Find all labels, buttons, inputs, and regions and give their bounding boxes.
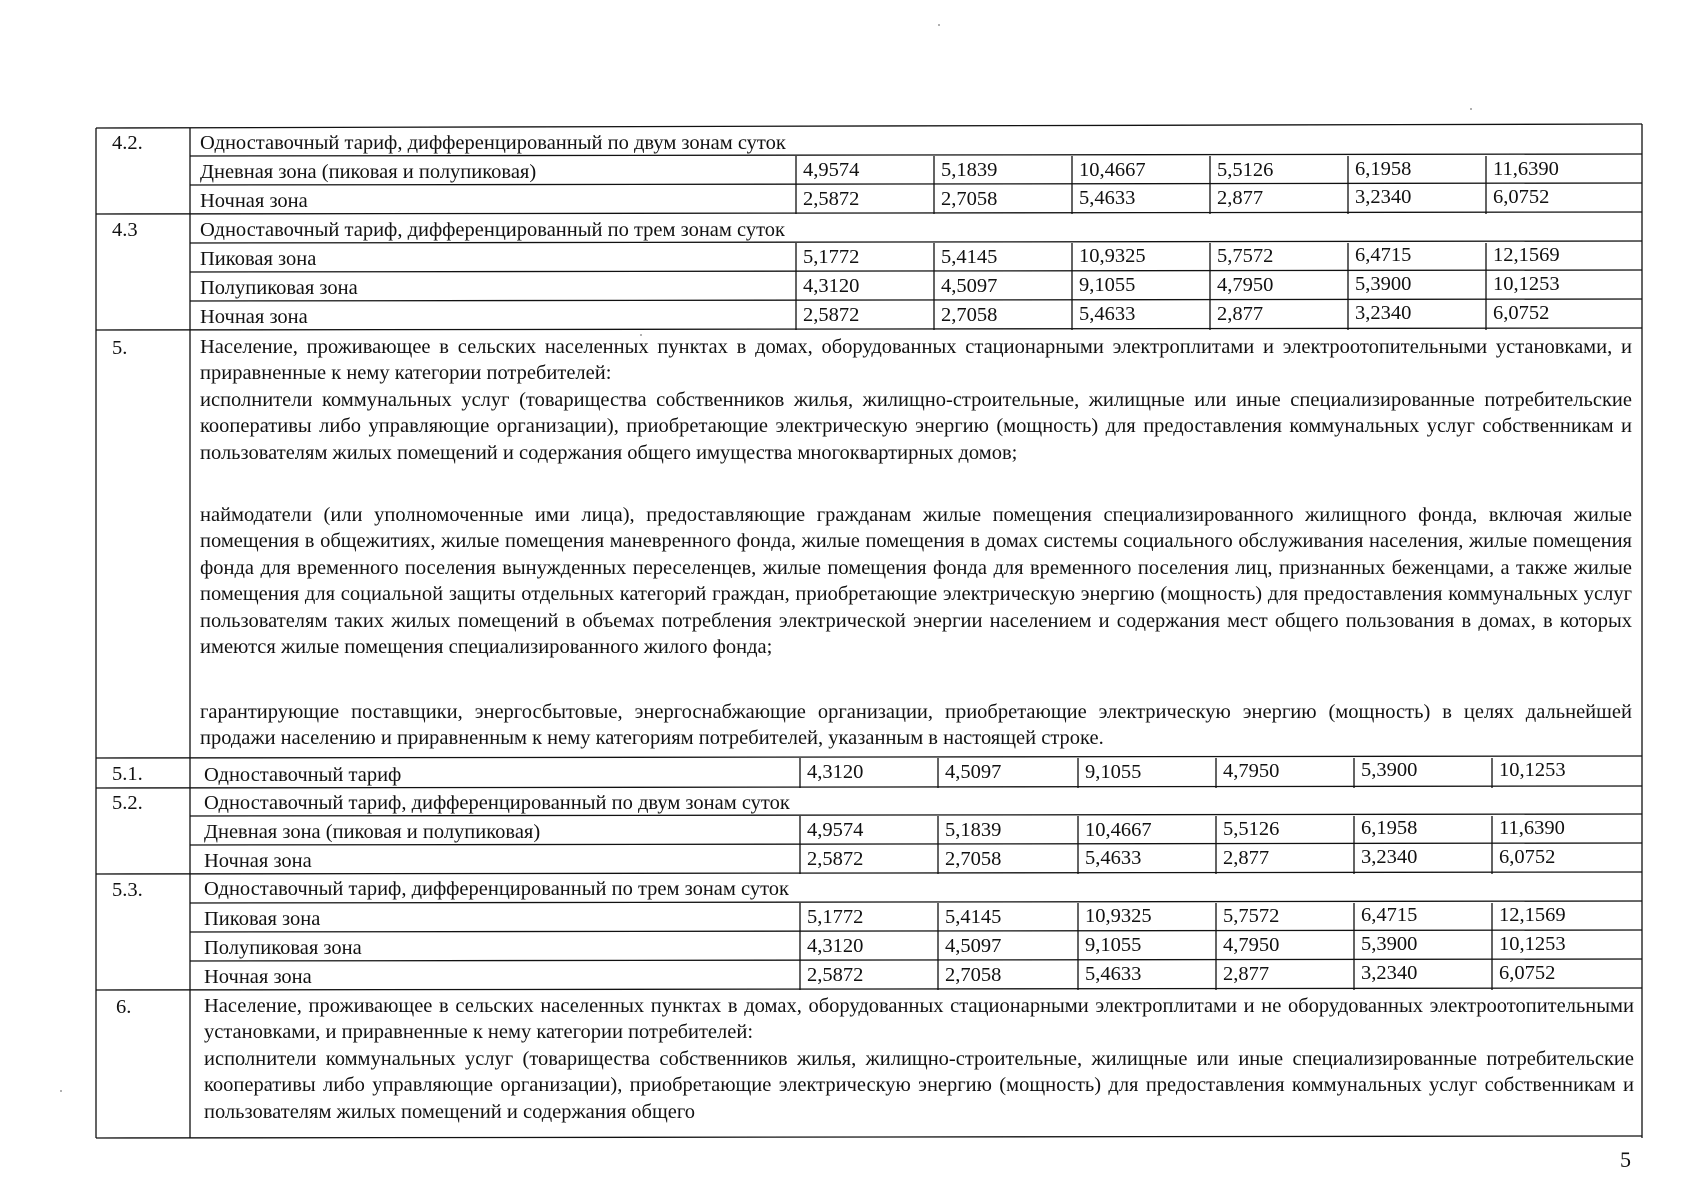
table-cell: 2,7058 (945, 848, 1002, 870)
row-label: Пиковая зона (204, 908, 321, 930)
table-cell: 10,4667 (1079, 159, 1146, 181)
paragraph: исполнители коммунальных услуг (товарищества собственников жилья, жилищно-строительные, жилищные или иные специализированные потребительские кооперативы либо управляющие организации), приобретающие электрическую энергию (мощность) для предоставления коммунальных услуг собственникам и пользователям жилых помещений и содержания общего (204, 1048, 1634, 1123)
table-cell: 3,2340 (1361, 846, 1418, 868)
table-cell: 2,877 (1217, 303, 1264, 325)
table-cell: 2,5872 (803, 304, 860, 326)
table-cell: 2,7058 (941, 188, 998, 210)
row-number: 5.2. (112, 792, 143, 814)
table-cell: 4,3120 (803, 275, 860, 297)
table-cell: 2,7058 (941, 304, 998, 326)
table-cell: 6,4715 (1355, 244, 1412, 266)
table-cell: 5,5126 (1217, 159, 1274, 181)
table-cell: 5,1839 (941, 159, 998, 181)
row-label: Дневная зона (пиковая и полупиковая) (204, 821, 541, 843)
table-cell: 2,7058 (945, 964, 1002, 986)
table-cell: 10,9325 (1079, 245, 1146, 267)
table-cell: 5,4633 (1079, 187, 1136, 209)
table-cell: 2,877 (1217, 187, 1264, 209)
table-cell: 9,1055 (1085, 934, 1142, 956)
table-cell: 6,0752 (1499, 962, 1556, 984)
table-cell: 5,4633 (1079, 303, 1136, 325)
table-cell: 6,0752 (1499, 846, 1556, 868)
table-cell: 5,1772 (803, 246, 860, 268)
row-label: Ночная зона (200, 190, 308, 212)
table-cell: 5,4145 (945, 906, 1002, 928)
table-cell: 2,877 (1223, 963, 1270, 985)
table-cell: 4,5097 (945, 935, 1002, 957)
row-number: 5. (112, 337, 128, 359)
scan-speck (938, 24, 940, 26)
row-number: 4.2. (112, 132, 143, 154)
table-cell: 12,1569 (1499, 904, 1566, 926)
section-title: Одноставочный тариф, дифференцированный по трем зонам суток (200, 219, 785, 241)
table-cell: 11,6390 (1499, 817, 1565, 839)
table-cell: 2,5872 (807, 964, 864, 986)
row-number: 6. (116, 996, 132, 1018)
table-cell: 9,1055 (1085, 761, 1142, 783)
table-cell: 5,3900 (1361, 759, 1418, 781)
table-cell: 10,1253 (1493, 273, 1560, 295)
paragraph: Население, проживающее в сельских населенных пунктах в домах, оборудованных стационарными электроплитами и электроотопительными установками, и приравненные к нему категории потребителей: (200, 336, 1632, 385)
table-cell: 3,2340 (1355, 186, 1412, 208)
table-cell: 5,4145 (941, 246, 998, 268)
row-label: Ночная зона (204, 850, 312, 872)
table-cell: 6,1958 (1361, 817, 1418, 839)
table-cell: 3,2340 (1355, 302, 1412, 324)
table-cell: 4,3120 (807, 935, 864, 957)
table-cell: 4,3120 (807, 761, 864, 783)
table-cell: 5,5126 (1223, 818, 1280, 840)
section-title: Одноставочный тариф, дифференцированный по трем зонам суток (204, 878, 789, 900)
table-cell: 4,9574 (803, 159, 860, 181)
table-cell: 10,4667 (1085, 819, 1152, 841)
table-cell: 5,4633 (1085, 963, 1142, 985)
table-cell: 12,1569 (1493, 244, 1560, 266)
paragraph: гарантирующие поставщики, энергосбытовые, энергоснабжающие организации, приобретающие электрическую энергию (мощность) в целях дальнейшей продажи населению и приравненным к нему категориям потребителей, указанным в настоящей строке. (200, 701, 1632, 750)
table-cell: 4,7950 (1217, 274, 1274, 296)
table-cell: 4,7950 (1223, 760, 1280, 782)
paragraph: исполнители коммунальных услуг (товарищества собственников жилья, жилищно-строительные, жилищные или иные специализированные потребительские кооперативы либо управляющие организации), приобретающие электрическую энергию (мощность) для предоставления коммунальных услуг собственникам и пользователям жилых помещений и содержания общего имущества многоквартирных домов; (200, 389, 1632, 464)
table-cell: 11,6390 (1493, 158, 1559, 180)
table-cell: 5,7572 (1223, 905, 1280, 927)
table-cell: 2,5872 (803, 188, 860, 210)
table-cell: 5,4633 (1085, 847, 1142, 869)
table-cell: 5,1772 (807, 906, 864, 928)
row-label: Ночная зона (200, 306, 308, 328)
table-cell: 9,1055 (1079, 274, 1136, 296)
page-number: 5 (1620, 1147, 1631, 1172)
table-cell: 6,1958 (1355, 158, 1412, 180)
table-cell: 6,0752 (1493, 302, 1550, 324)
table-cell: 10,1253 (1499, 933, 1566, 955)
table-cell: 10,9325 (1085, 905, 1152, 927)
table-cell: 4,7950 (1223, 934, 1280, 956)
table-cell: 4,5097 (945, 761, 1002, 783)
table-cell: 6,0752 (1493, 186, 1550, 208)
scan-speck (1470, 108, 1472, 110)
row-label: Дневная зона (пиковая и полупиковая) (200, 161, 537, 183)
row-label: Ночная зона (204, 966, 312, 988)
paragraph: Население, проживающее в сельских населенных пунктах в домах, оборудованных стационарными электроплитами и не оборудованных электроотопительными установками, и приравненные к нему категории потребителей: (204, 995, 1634, 1044)
table-cell: 3,2340 (1361, 962, 1418, 984)
scan-speck (640, 334, 642, 336)
scan-speck (60, 1090, 62, 1092)
table-cell: 5,3900 (1361, 933, 1418, 955)
section-title: Одноставочный тариф, дифференцированный по двум зонам суток (204, 792, 790, 814)
table-cell: 5,7572 (1217, 245, 1274, 267)
table-cell: 5,1839 (945, 819, 1002, 841)
row-number: 5.3. (112, 879, 143, 901)
table-cell: 4,9574 (807, 819, 864, 841)
row-label: Одноставочный тариф (204, 764, 402, 786)
table-cell: 2,877 (1223, 847, 1270, 869)
table-cell: 6,4715 (1361, 904, 1418, 926)
row-number: 5.1. (112, 763, 143, 785)
row-number: 4.3 (112, 219, 138, 241)
table-cell: 10,1253 (1499, 759, 1566, 781)
table-cell: 2,5872 (807, 848, 864, 870)
row-label: Полупиковая зона (204, 937, 362, 959)
table-cell: 5,3900 (1355, 273, 1412, 295)
paragraph: наймодатели (или уполномоченные ими лица), предоставляющие гражданам жилые помещения специализированного жилищного фонда, включая жилые помещения в общежитиях, жилые помещения маневренного фонда, жилые помещения в домах системы социального обслуживания населения, жилые помещения фонда для временного поселения вынужденных переселенцев, жилые помещения фонда для временного поселения лиц, признанных беженцами, а также жилые помещения для социальной защиты отдельных категорий граждан, приобретающие электрическую энергию (мощность) для предоставления коммунальных услуг пользователям таких жилых помещений в объемах потребления электрической энергии населением и содержания мест общего пользования в домах, в которых имеются жилые помещения специализированного жилого фонда; (200, 504, 1632, 659)
section-title: Одноставочный тариф, дифференцированный по двум зонам суток (200, 132, 786, 154)
table-cell: 4,5097 (941, 275, 998, 297)
row-label: Пиковая зона (200, 248, 317, 270)
row-label: Полупиковая зона (200, 277, 358, 299)
